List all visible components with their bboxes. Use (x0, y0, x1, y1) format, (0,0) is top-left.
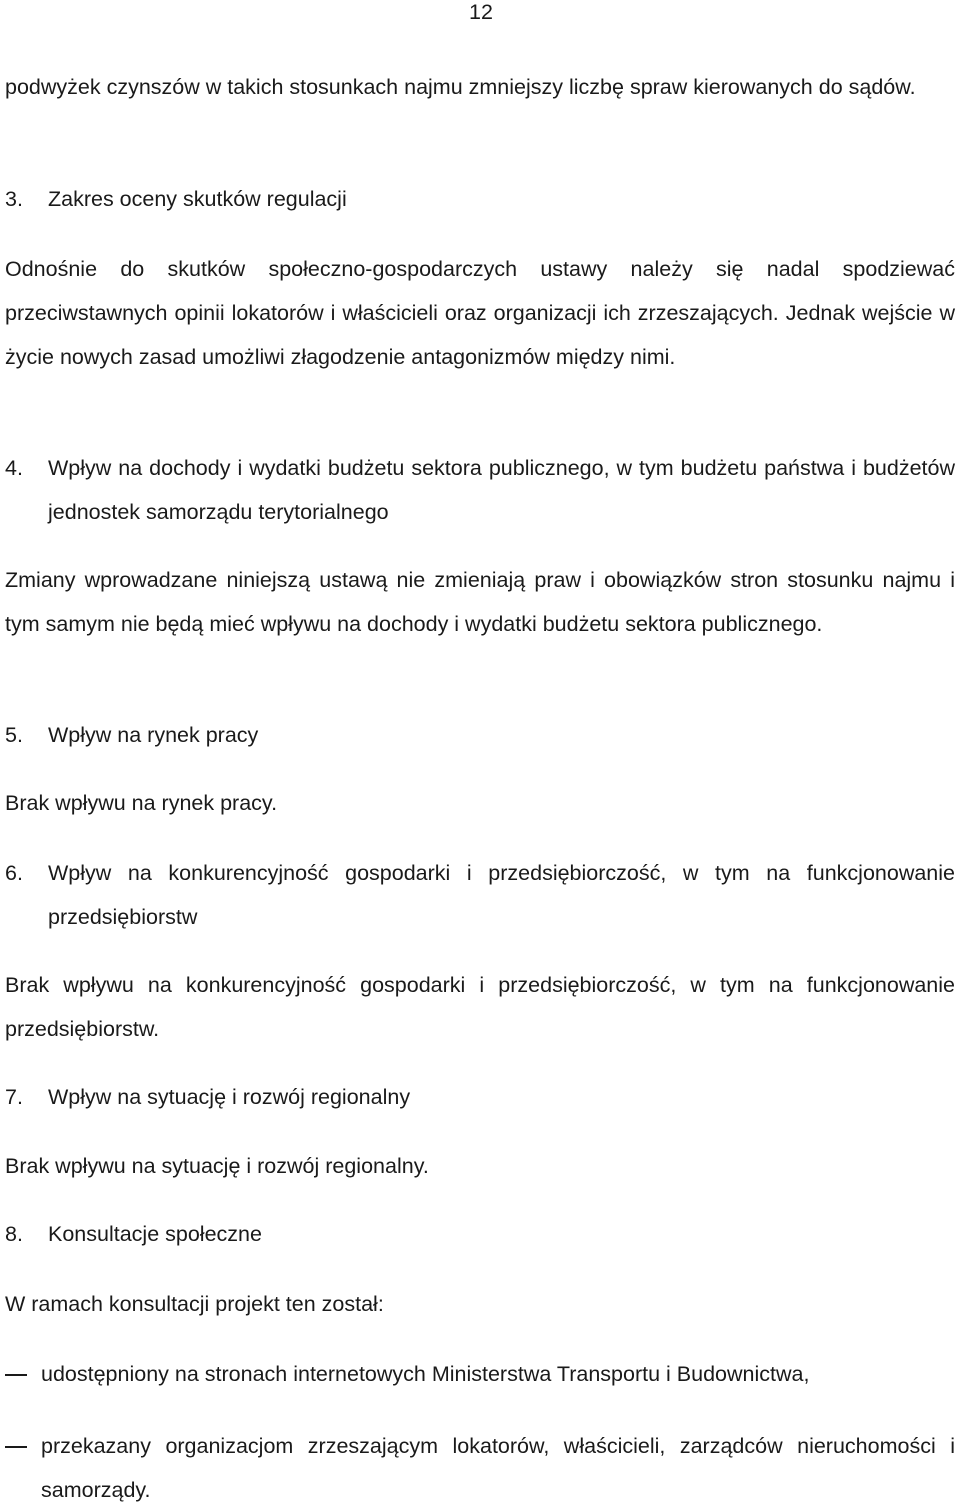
page-number: 12 (469, 0, 493, 24)
section-8-title: Konsultacje społeczne (48, 1222, 262, 1246)
section-4-title: Wpływ na dochody i wydatki budżetu sektora publicznego, w tym budżetu państwa i budżetów jednostek samorządu terytorialnego (48, 456, 955, 524)
section-5-number: 5. (5, 723, 23, 747)
section-7-number: 7. (5, 1085, 23, 1109)
dash-bullet-icon (5, 1424, 41, 1512)
list-item (5, 1352, 955, 1396)
section-4-body: Zmiany wprowadzane niniejszą ustawą nie zmieniają praw i obowiązków stron stosunku najmu i tym samym nie będą mieć wpływu na dochody i wydatki budżetu sektora publicznego. (5, 568, 955, 636)
section-7-body: Brak wpływu na sytuację i rozwój regionalny. (5, 1154, 429, 1178)
section-3-title: Zakres oceny skutków regulacji (48, 187, 347, 211)
list-item-text: przekazany organizacjom zrzeszającym lokatorów, właścicieli, zarządców nieruchomości i samorządy. (41, 1434, 955, 1502)
section-3-number: 3. (5, 187, 23, 211)
section-8-heading (5, 1212, 955, 1256)
section-6-number: 6. (5, 861, 23, 885)
section-6-body: Brak wpływu na konkurencyjność gospodarki i przedsiębiorczość, w tym na funkcjonowanie przedsiębiorstw. (5, 973, 955, 1041)
section-8-number: 8. (5, 1222, 23, 1246)
section-5-heading (5, 713, 955, 757)
section-7-title: Wpływ na sytuację i rozwój regionalny (48, 1085, 411, 1109)
section-7-heading (5, 1075, 955, 1119)
dash-bullet-icon (5, 1352, 41, 1396)
section-6-heading (5, 851, 955, 939)
section-8-body: W ramach konsultacji projekt ten został: (5, 1292, 384, 1316)
section-5-body: Brak wpływu na rynek pracy. (5, 791, 278, 815)
list-item (5, 1424, 955, 1512)
section-6-title: Wpływ na konkurencyjność gospodarki i przedsiębiorczość, w tym na funkcjonowanie przedsiębiorstw (48, 861, 955, 929)
section-4-heading (5, 446, 955, 534)
list-item-text: udostępniony na stronach internetowych Ministerstwa Transportu i Budownictwa, (41, 1362, 810, 1386)
section-3-heading (5, 177, 955, 221)
section-3-body: Odnośnie do skutków społeczno-gospodarczych ustawy należy się nadal spodziewać przeciwstawnych opinii lokatorów i właścicieli oraz organizacji ich zrzeszających. Jednak wejście w życie nowych zasad umożliwi złagodzenie antagonizmów między nimi. (5, 257, 955, 369)
section-5-title: Wpływ na rynek pracy (48, 723, 259, 747)
intro-paragraph: podwyżek czynszów w takich stosunkach najmu zmniejszy liczbę spraw kierowanych do sądów. (5, 75, 916, 99)
section-4-number: 4. (5, 456, 23, 480)
